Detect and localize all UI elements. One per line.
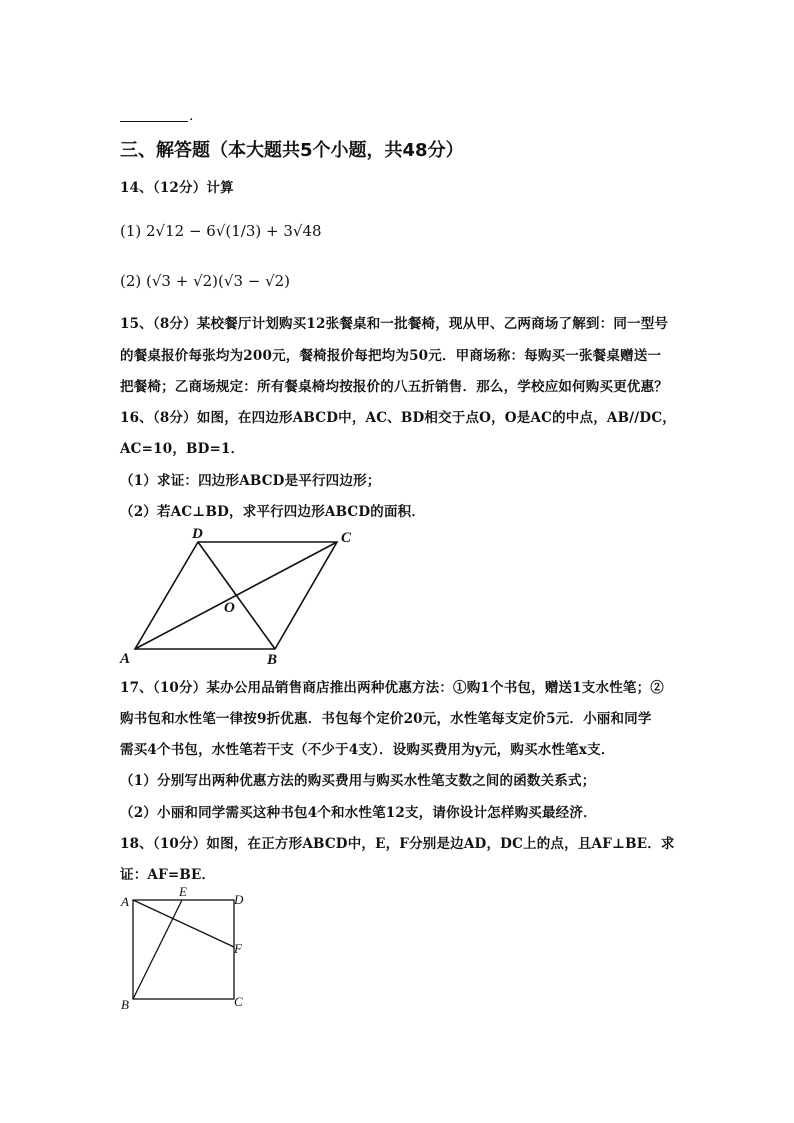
label-a: A: [121, 894, 129, 909]
label-c: C: [341, 530, 352, 546]
label-a: A: [120, 651, 131, 667]
answer-blank-period: .: [189, 108, 194, 124]
q18-square-figure: [112, 880, 262, 1015]
q16-part2: （2）若AC⊥BD，求平行四边形ABCD的面积．: [120, 504, 426, 520]
square-outline: [133, 900, 234, 999]
segment-be: [133, 900, 182, 999]
answer-blank-line: [120, 121, 188, 122]
q16-line2: AC=10，BD=1．: [120, 441, 245, 457]
label-d: D: [234, 892, 244, 907]
q17-line3: 需买4个书包，水性笔若干支（不少于4支）．设购买费用为y元，购买水性笔x支．: [120, 742, 615, 758]
q15-line1: 15、（8分）某校餐厅计划购买12张餐桌和一批餐椅，现从甲、乙两商场了解到：同一型号: [120, 316, 669, 332]
q16-parallelogram-figure: [110, 522, 370, 672]
label-e: E: [179, 884, 187, 899]
section-title: 三、解答题（本大题共5个小题，共48分）: [120, 140, 464, 161]
segment-af: [133, 900, 234, 947]
q14-part2-expression: (2) (√3 + √2)(√3 − √2): [120, 272, 291, 290]
q18-line2: 证：AF=BE．: [120, 867, 216, 883]
q17-line1: 17、（10分）某办公用品销售商店推出两种优惠方法：①购1个书包，赠送1支水性笔；②: [120, 680, 665, 696]
q17-part1: （1）分别写出两种优惠方法的购买费用与购买水性笔支数之间的函数关系式；: [120, 773, 596, 789]
label-c: C: [234, 994, 243, 1009]
label-b: B: [267, 652, 278, 668]
q17-part2: （2）小丽和同学需买这种书包4个和水性笔12支，请你设计怎样购买最经济．: [120, 805, 597, 821]
q14-part1-expression: (1) 2√12 − 6√(1/3) + 3√48: [120, 222, 322, 240]
q15-line2: 的餐桌报价每张均为200元，餐椅报价每把均为50元．甲商场称：每购买一张餐桌赠送一: [120, 348, 662, 364]
label-o: O: [224, 600, 235, 616]
q16-line1: 16、（8分）如图，在四边形ABCD中，AC、BD相交于点O，O是AC的中点，AB//DC，: [120, 410, 676, 426]
label-d: D: [192, 526, 203, 542]
diagonal-bd: [198, 542, 275, 649]
label-f: F: [234, 941, 242, 956]
label-b: B: [121, 997, 129, 1012]
q17-line2: 购书包和水性笔一律按9折优惠．书包每个定价20元，水性笔每支定价5元．小丽和同学: [120, 711, 652, 727]
q14-header: 14、（12分）计算: [120, 180, 234, 196]
q15-line3: 把餐椅；乙商场规定：所有餐桌椅均按报价的八五折销售．那么，学校应如何购买更优惠？: [120, 379, 668, 395]
q18-line1: 18、（10分）如图，在正方形ABCD中，E，F分别是边AD，DC上的点，且AF⊥BE．求: [120, 836, 675, 852]
q16-part1: （1）求证：四边形ABCD是平行四边形；: [120, 473, 381, 489]
